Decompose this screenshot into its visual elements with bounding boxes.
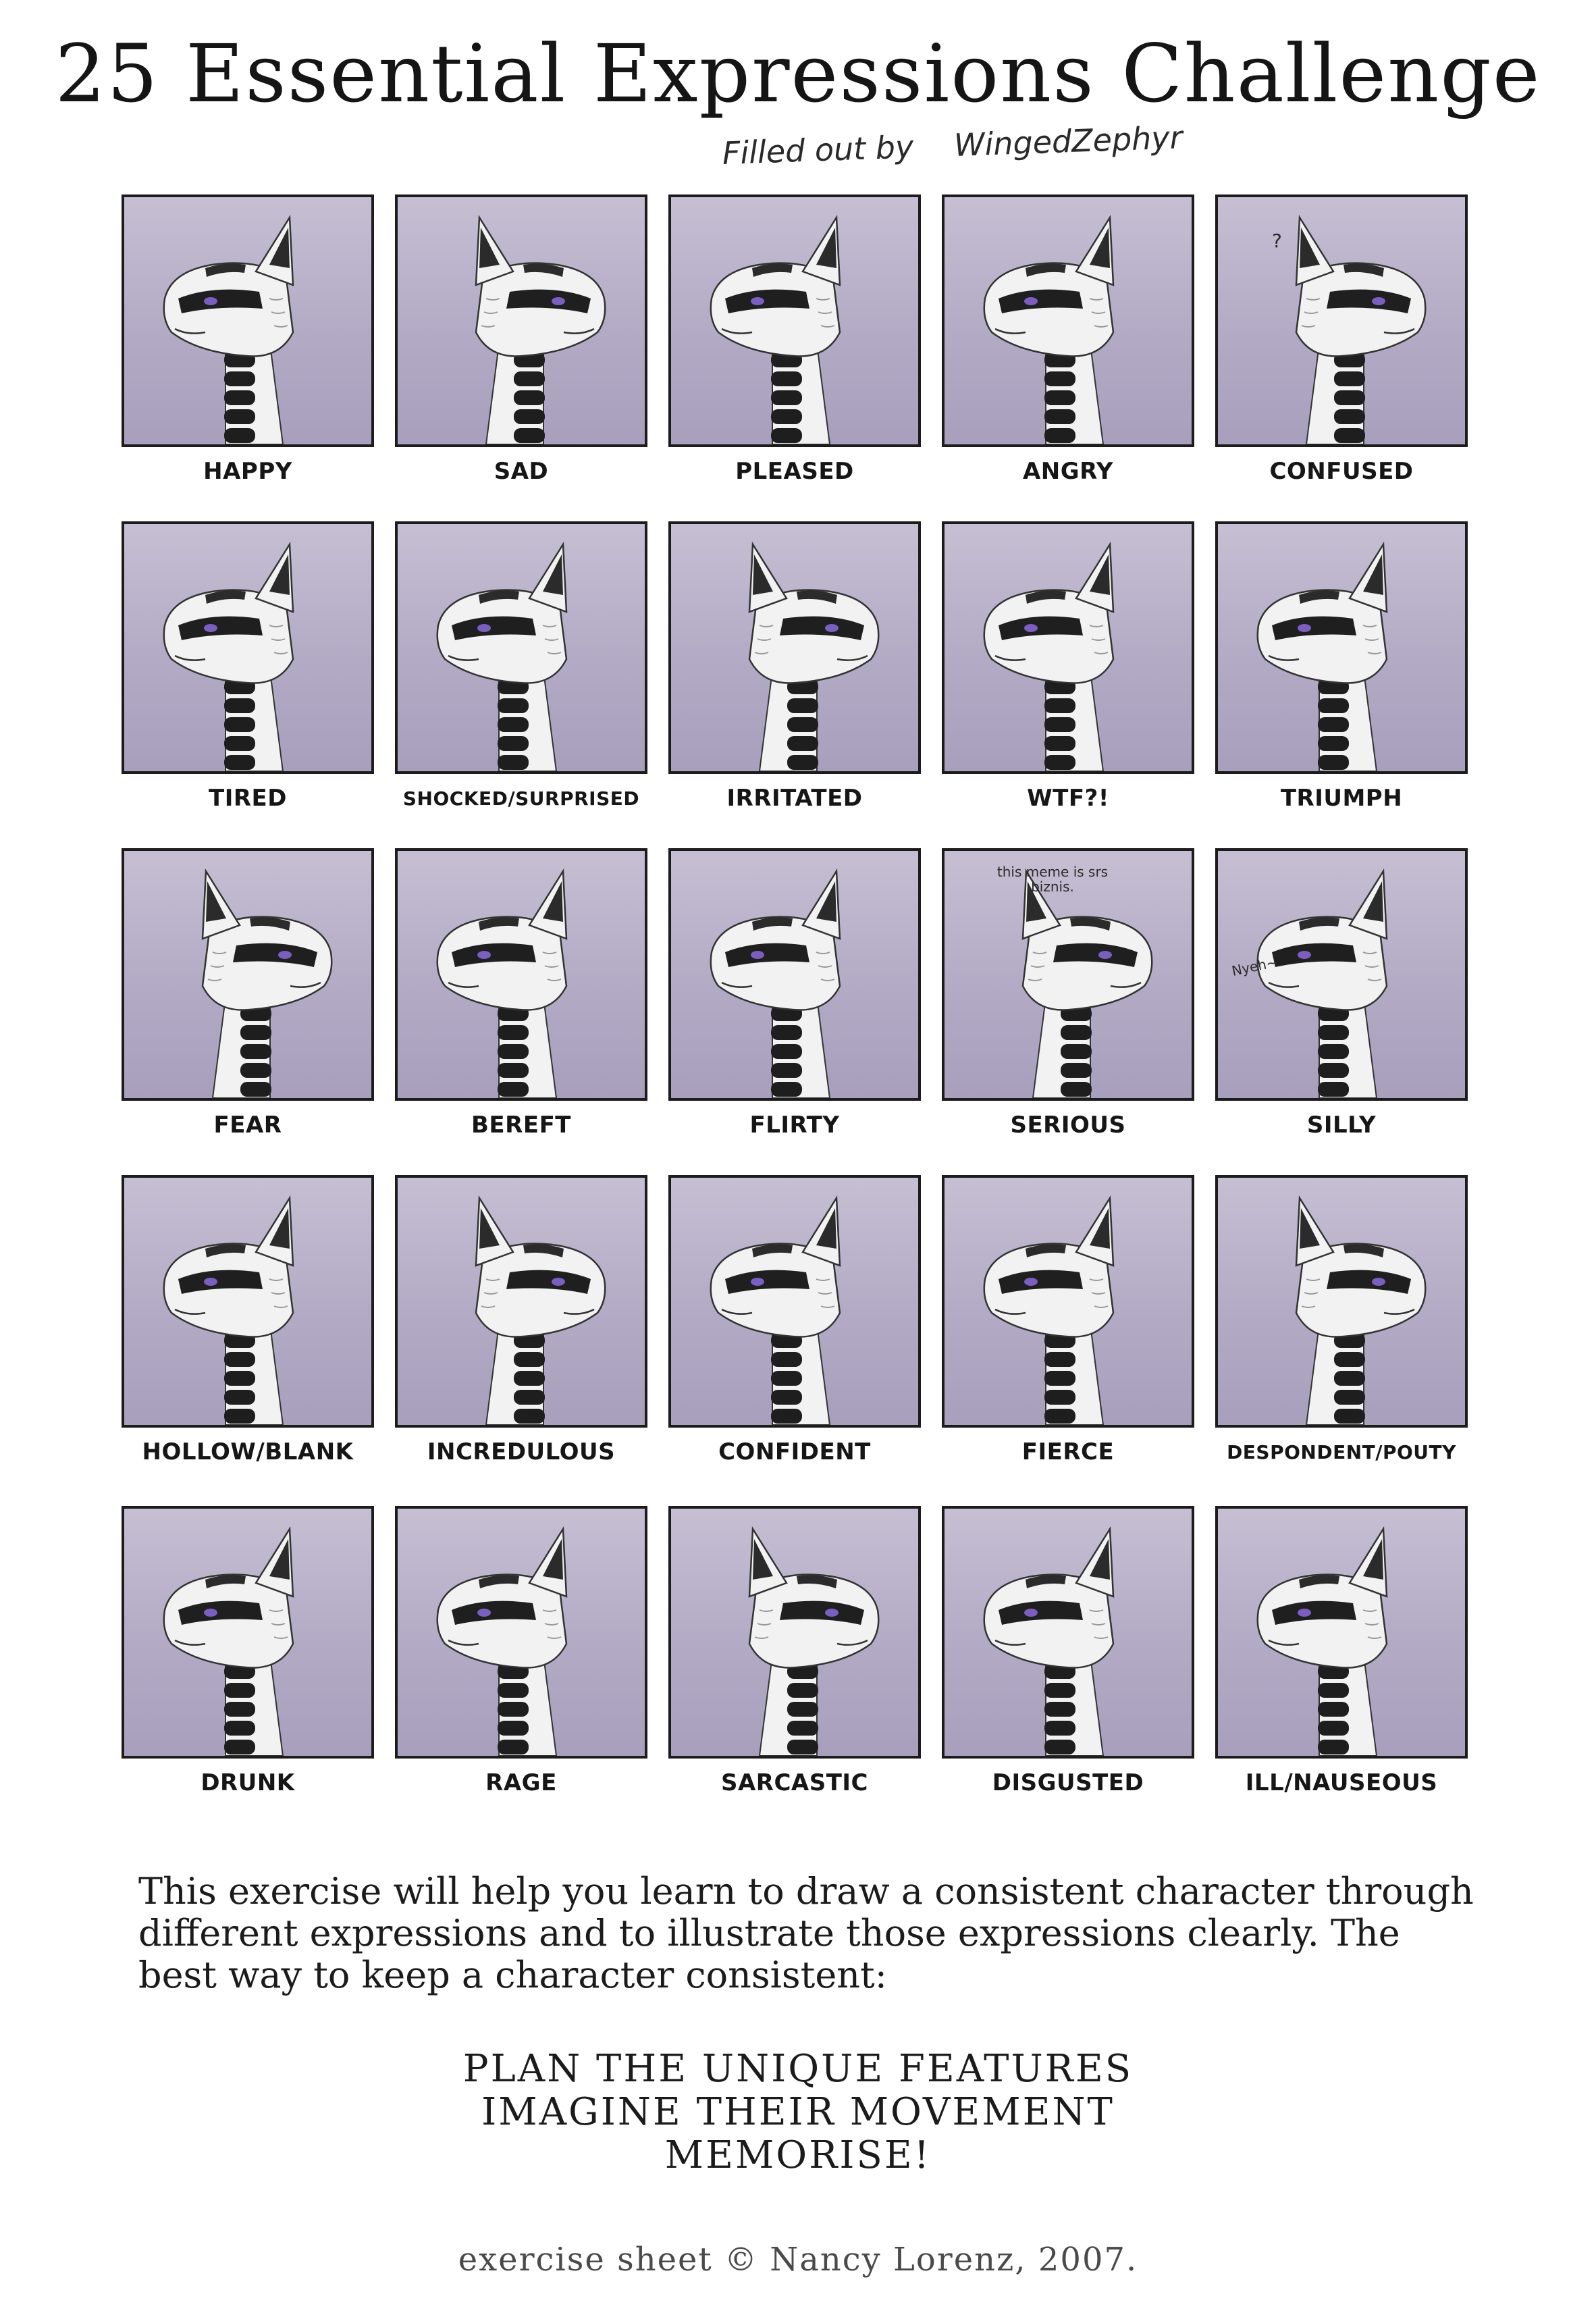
expression-label: INCREDULOUS (427, 1438, 616, 1465)
panel-caption: this meme is srs biznis. (996, 864, 1109, 895)
creature-illustration (945, 1178, 1192, 1425)
expression-label: SARCASTIC (720, 1769, 869, 1796)
expression-panel (942, 521, 1194, 774)
expression-panel (1215, 1506, 1468, 1759)
copyright-note: exercise sheet © Nancy Lorenz, 2007. (458, 2241, 1138, 2279)
filled-by-prefix: Filled out by (722, 128, 915, 172)
creature-illustration (124, 1178, 371, 1425)
expression-panel (668, 848, 921, 1101)
creature-illustration (124, 1509, 371, 1756)
motto (0, 2048, 1596, 2177)
expression-label: FEAR (213, 1112, 282, 1139)
expression-panel (122, 194, 374, 447)
panel-caption: Nyeh~ (1230, 954, 1279, 979)
expression-label: PLEASED (735, 458, 854, 485)
expression-panel (395, 194, 647, 447)
exercise-description: This exercise will help you learn to draw a consistent character through different expressions and to illustrate those expressions clearly. The best way to keep a character consistent: (138, 1870, 1474, 1996)
creature-illustration (671, 1509, 918, 1756)
expression-panel (668, 1175, 921, 1428)
expression-panel (395, 1506, 647, 1759)
expression-label: CONFUSED (1269, 458, 1414, 485)
expression-label: FLIRTY (749, 1112, 840, 1139)
creature-illustration (398, 197, 645, 444)
creature-illustration (124, 851, 371, 1098)
filled-by-name: WingedZephyr (953, 119, 1183, 164)
creature-illustration (1218, 1509, 1465, 1756)
expression-panel (942, 194, 1194, 447)
expression-panel (122, 848, 374, 1101)
creature-illustration (124, 524, 371, 771)
expression-label: CONFIDENT (718, 1438, 871, 1465)
expression-label: SERIOUS (1010, 1112, 1126, 1139)
page-title: 25 Essential Expressions Challenge (55, 27, 1541, 120)
creature-illustration (398, 524, 645, 771)
expression-label: DISGUSTED (992, 1769, 1144, 1796)
creature-illustration (1218, 197, 1465, 444)
expression-label: HAPPY (203, 458, 292, 485)
creature-illustration (671, 197, 918, 444)
expression-label: TRIUMPH (1280, 785, 1403, 812)
expression-panel (1215, 521, 1468, 774)
expression-label: HOLLOW/BLANK (142, 1438, 354, 1465)
expression-panel (668, 521, 921, 774)
expression-panel (942, 1175, 1194, 1428)
panel-caption: ? (1272, 230, 1282, 252)
expression-label: DRUNK (201, 1769, 295, 1796)
creature-illustration (671, 1178, 918, 1425)
creature-illustration (945, 197, 1192, 444)
creature-illustration (398, 1178, 645, 1425)
expression-label: SILLY (1306, 1112, 1377, 1139)
expression-label: DESPONDENT/POUTY (1227, 1441, 1456, 1463)
creature-illustration (1218, 524, 1465, 771)
expression-label: BEREFT (471, 1112, 571, 1139)
expression-label: FIERCE (1021, 1438, 1115, 1465)
creature-illustration (945, 1509, 1192, 1756)
motto-line-2: IMAGINE THEIR MOVEMENT (481, 2090, 1115, 2134)
expression-panel (122, 521, 374, 774)
expression-label: TIRED (209, 785, 287, 812)
expression-panel (1215, 848, 1468, 1101)
creature-illustration (945, 524, 1192, 771)
expression-panel (1215, 194, 1468, 447)
expression-panel (668, 194, 921, 447)
expression-panel (395, 848, 647, 1101)
filled-by-note (722, 119, 1183, 172)
expression-label: ANGRY (1022, 458, 1114, 485)
creature-illustration (671, 851, 918, 1098)
expression-panel (395, 521, 647, 774)
expression-panel (122, 1175, 374, 1428)
creature-illustration (398, 1509, 645, 1756)
expression-panel (942, 1506, 1194, 1759)
expression-label: ILL/NAUSEOUS (1245, 1769, 1438, 1796)
creature-illustration (671, 524, 918, 771)
expression-label: IRRITATED (726, 785, 863, 812)
creature-illustration (1218, 1178, 1465, 1425)
expression-panel (668, 1506, 921, 1759)
expression-label: SHOCKED/SURPRISED (402, 787, 640, 810)
creature-illustration (398, 851, 645, 1098)
expression-label: RAGE (485, 1769, 557, 1796)
expression-panel (1215, 1175, 1468, 1428)
motto-line-1: PLAN THE UNIQUE FEATURES (462, 2047, 1134, 2091)
expression-label: WTF?! (1027, 785, 1109, 812)
expression-label: SAD (494, 458, 549, 485)
expression-panel (942, 848, 1194, 1101)
creature-illustration (124, 197, 371, 444)
expression-panel (122, 1506, 374, 1759)
motto-line-3: MEMORISE! (664, 2133, 932, 2177)
expression-panel (395, 1175, 647, 1428)
